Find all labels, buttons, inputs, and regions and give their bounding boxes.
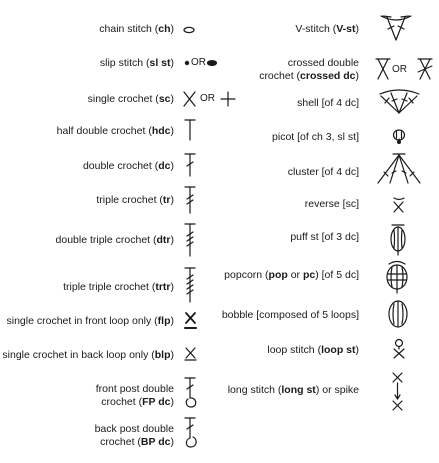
sc-front-loop-symbol: [183, 311, 199, 331]
label-long-stitch: long stitch (long st) or spike: [227, 384, 359, 396]
bobble-symbol: [386, 298, 410, 332]
single-crochet-symbol: [180, 90, 240, 108]
label-triple-triple-crochet: triple triple crochet (trtr): [63, 281, 174, 293]
label-double-triple-crochet: double triple crochet (dtr): [55, 234, 174, 246]
triple-crochet-symbol: [182, 185, 198, 215]
v-stitch-symbol: [378, 12, 418, 44]
label-double-crochet: double crochet (dc): [82, 160, 174, 172]
front-post-dc-symbol: [182, 376, 204, 410]
or-text: OR: [200, 93, 215, 104]
or-text: OR: [392, 64, 407, 75]
label-cluster: cluster [of 4 dc]: [287, 166, 359, 178]
label-sc-front-loop: single crochet in front loop only (flp): [6, 315, 174, 327]
back-post-dc-symbol: [182, 416, 204, 450]
crossed-dc-symbol: [374, 55, 436, 85]
chain-stitch-symbol: [180, 24, 200, 36]
double-triple-crochet-symbol: [182, 222, 198, 258]
double-crochet-symbol: [182, 152, 198, 178]
label-bobble: bobble [composed of 5 loops]: [221, 309, 359, 321]
puff-stitch-symbol: [386, 222, 410, 258]
label-front-post-dc: front post double crochet (FP dc): [95, 383, 174, 408]
label-reverse-sc: reverse [sc]: [304, 198, 359, 210]
label-loop-stitch: loop stitch (loop st): [267, 344, 359, 356]
label-back-post-dc: back post double crochet (BP dc): [94, 423, 174, 448]
shell-symbol: [377, 88, 423, 116]
label-sc-back-loop: single crochet in back loop only (blp): [2, 349, 174, 361]
label-slip-stitch: slip stitch (sl st): [99, 57, 174, 69]
label-single-crochet: single crochet (sc): [87, 93, 174, 105]
loop-stitch-symbol: [390, 338, 408, 362]
cluster-symbol: [375, 152, 423, 186]
label-puff-stitch: puff st [of 3 dc]: [290, 231, 359, 243]
label-chain-stitch: chain stitch (ch): [99, 23, 174, 35]
slip-stitch-symbol: [180, 56, 240, 70]
label-v-stitch: V-stitch (V-st): [295, 23, 359, 35]
picot-symbol: [390, 126, 408, 146]
triple-triple-crochet-symbol: [182, 266, 198, 304]
half-double-crochet-symbol: [182, 118, 198, 142]
label-picot: picot [of ch 3, sl st]: [272, 131, 359, 143]
long-stitch-symbol: [390, 371, 406, 413]
label-triple-crochet: triple crochet (tr): [96, 194, 174, 206]
or-text: OR: [191, 57, 206, 68]
label-half-double-crochet: half double crochet (hdc): [56, 125, 174, 137]
label-shell: shell [of 4 dc]: [297, 97, 359, 109]
label-popcorn: popcorn (pop or pc) [of 5 dc]: [224, 269, 359, 281]
label-crossed-double-crochet: crossed double crochet (crossed dc): [259, 57, 359, 82]
reverse-sc-symbol: [391, 195, 407, 215]
sc-back-loop-symbol: [183, 345, 199, 363]
popcorn-symbol: [383, 259, 411, 295]
